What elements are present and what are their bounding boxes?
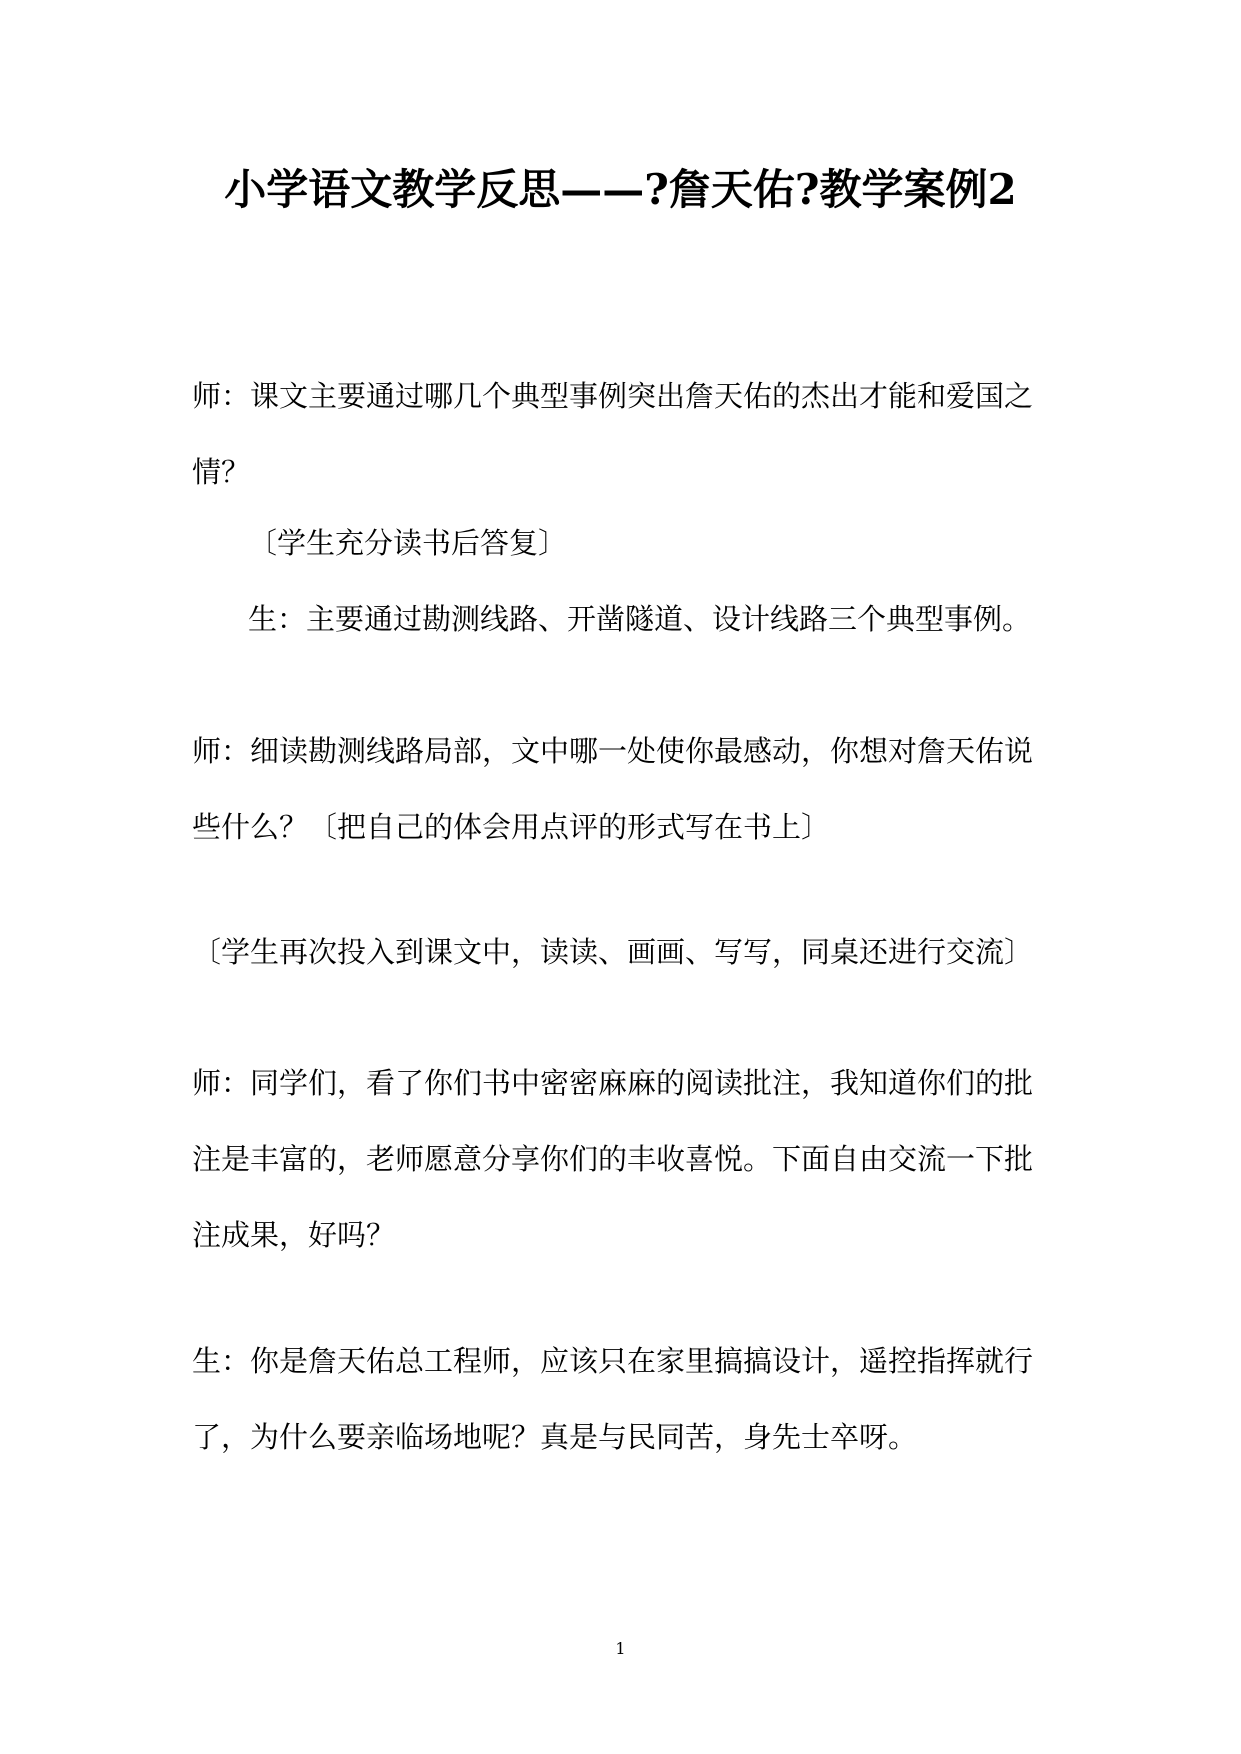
paragraph-student-action-1 [248, 505, 1050, 581]
paragraph-line: 生：你是詹天佑总工程师，应该只在家里搞搞设计，遥控指挥就行 [192, 1344, 1034, 1378]
paragraph-line: 注是丰富的，老师愿意分享你们的丰收喜悦。下面自由交流一下批 [192, 1142, 1034, 1176]
paragraph-line: 〔学生再次投入到课文中，读读、画画、写写，同桌还进行交流〕 [192, 935, 1034, 969]
paragraph-teacher-question-3 [192, 1045, 1050, 1273]
document-title: 小学语文教学反思——?詹天佑?教学案例2 [224, 165, 1017, 214]
paragraph-line: 些什么？〔把自己的体会用点评的形式写在书上〕 [192, 810, 831, 844]
paragraph-student-answer-1 [248, 581, 1050, 657]
paragraph-teacher-question-1 [192, 358, 1050, 510]
paragraph-line: 师：课文主要通过哪几个典型事例突出詹天佑的杰出才能和爱国之 [192, 379, 1034, 413]
paragraph-line: 情？ [192, 455, 251, 489]
paragraph-line: 了，为什么要亲临场地呢？真是与民同苦，身先士卒呀。 [192, 1420, 918, 1454]
paragraph-line: 生：主要通过勘测线路、开凿隧道、设计线路三个典型事例。 [248, 602, 1032, 636]
paragraph-line: 〔学生充分读书后答复〕 [248, 526, 568, 560]
paragraph-line: 师：细读勘测线路局部，文中哪一处使你最感动，你想对詹天佑说 [192, 734, 1034, 768]
page-number: 1 [615, 1639, 626, 1658]
paragraph-student-action-2 [192, 914, 1050, 990]
paragraph-student-answer-2 [192, 1323, 1050, 1475]
paragraph-teacher-question-2 [192, 713, 1050, 865]
paragraph-line: 注成果，好吗？ [192, 1218, 396, 1252]
paragraph-line: 师：同学们，看了你们书中密密麻麻的阅读批注，我知道你们的批 [192, 1066, 1034, 1100]
